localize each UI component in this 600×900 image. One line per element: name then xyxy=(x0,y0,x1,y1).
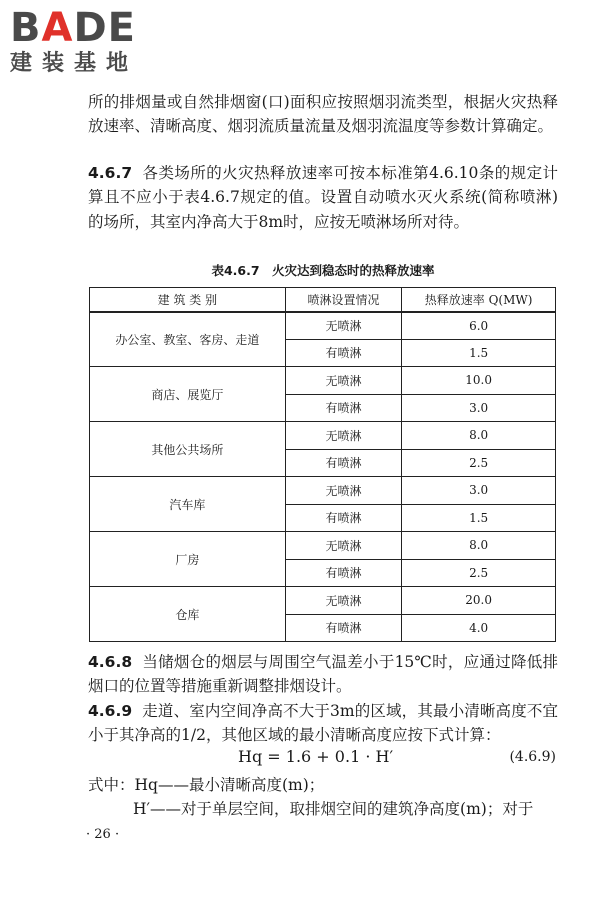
section-4-6-7 xyxy=(88,161,558,234)
heat-release-cell: 3.0 xyxy=(402,477,556,505)
category-cell: 办公室、教室、客房、走道 xyxy=(90,312,286,367)
sprinkler-cell: 无喷淋 xyxy=(285,367,402,395)
sprinkler-cell: 有喷淋 xyxy=(285,559,402,587)
definition-hq xyxy=(88,773,324,795)
section-number: 4.6.9 xyxy=(88,702,133,720)
table-caption: 表4.6.7 火灾达到稳态时的热释放速率 xyxy=(211,263,435,278)
heat-release-cell: 1.5 xyxy=(402,339,556,367)
heat-release-cell: 10.0 xyxy=(402,367,556,395)
sprinkler-cell: 无喷淋 xyxy=(285,422,402,450)
sprinkler-cell: 有喷淋 xyxy=(285,504,402,532)
section-text: 各类场所的火灾热释放速率可按本标准第4.6.10条的规定计算且不应小于表4.6.7规定的值。设置自动喷水灭火系统(简称喷淋)的场所，其室内净高大于8m时，应按无喷淋场所对待。 xyxy=(88,164,558,231)
section-number: 4.6.8 xyxy=(88,653,133,671)
category-cell: 仓库 xyxy=(90,587,286,642)
sprinkler-cell: 有喷淋 xyxy=(285,339,402,367)
sprinkler-cell: 无喷淋 xyxy=(285,312,402,340)
section-text: 当储烟仓的烟层与周围空气温差小于15℃时，应通过降低排烟口的位置等措施重新调整排烟设计。 xyxy=(88,653,558,696)
header-heat-release: 热释放速率 Q(MW) xyxy=(402,288,556,312)
heat-release-cell: 8.0 xyxy=(402,422,556,450)
logo-letter-a: A xyxy=(41,5,74,51)
table-header-row xyxy=(90,288,556,312)
sprinkler-cell: 无喷淋 xyxy=(285,587,402,615)
table-row xyxy=(90,477,556,505)
heat-release-cell: 1.5 xyxy=(402,504,556,532)
heat-release-table xyxy=(89,287,556,642)
table-row xyxy=(90,422,556,450)
table-row xyxy=(90,367,556,395)
sprinkler-cell: 有喷淋 xyxy=(285,449,402,477)
category-cell: 商店、展览厅 xyxy=(90,367,286,422)
section-text: 走道、室内空间净高不大于3m的区域，其最小清晰高度不宜小于其净高的1/2，其他区域的最小清晰高度应按下式计算： xyxy=(88,702,558,745)
paragraph-continued: 所的排烟量或自然排烟窗(口)面积应按照烟羽流类型，根据火灾热释放速率、清晰高度、烟羽流质量流量及烟羽流温度等参数计算确定。 xyxy=(88,93,558,136)
heat-release-cell: 6.0 xyxy=(402,312,556,340)
logo-subtitle: 建装基地 xyxy=(10,51,139,76)
definition-lead: 式中： xyxy=(88,776,135,794)
heat-release-cell: 2.5 xyxy=(402,559,556,587)
formula-number: (4.6.9) xyxy=(509,749,556,765)
formula-line xyxy=(88,747,558,773)
sprinkler-cell: 有喷淋 xyxy=(285,394,402,422)
logo-letters-de: DE xyxy=(73,5,136,51)
definition-hq-text: Hq——最小清晰高度(m)； xyxy=(134,776,325,794)
category-cell: 其他公共场所 xyxy=(90,422,286,477)
section-4-6-8 xyxy=(88,650,558,699)
brand-logo xyxy=(10,6,180,90)
section-number: 4.6.7 xyxy=(88,164,133,182)
category-cell: 汽车库 xyxy=(90,477,286,532)
sprinkler-cell: 无喷淋 xyxy=(285,477,402,505)
heat-release-cell: 4.0 xyxy=(402,614,556,642)
heat-release-cell: 8.0 xyxy=(402,532,556,560)
formula-expression: Hq = 1.6 + 0.1 · H′ xyxy=(238,747,394,766)
page-number: · 26 · xyxy=(86,827,120,842)
table-row xyxy=(90,312,556,340)
sprinkler-cell: 有喷淋 xyxy=(285,614,402,642)
logo-wordmark xyxy=(10,6,180,50)
logo-letter-b: B xyxy=(10,5,42,51)
heat-release-cell: 3.0 xyxy=(402,394,556,422)
heat-release-cell: 20.0 xyxy=(402,587,556,615)
heat-release-cell: 2.5 xyxy=(402,449,556,477)
header-sprinkler: 喷淋设置情况 xyxy=(285,288,402,312)
table-row xyxy=(90,587,556,615)
table-row xyxy=(90,532,556,560)
header-building-category: 建 筑 类 别 xyxy=(90,288,286,312)
definition-hprime: H′——对于单层空间，取排烟空间的建筑净高度(m)；对于 xyxy=(133,800,534,818)
sprinkler-cell: 无喷淋 xyxy=(285,532,402,560)
section-4-6-9 xyxy=(88,699,558,748)
category-cell: 厂房 xyxy=(90,532,286,587)
